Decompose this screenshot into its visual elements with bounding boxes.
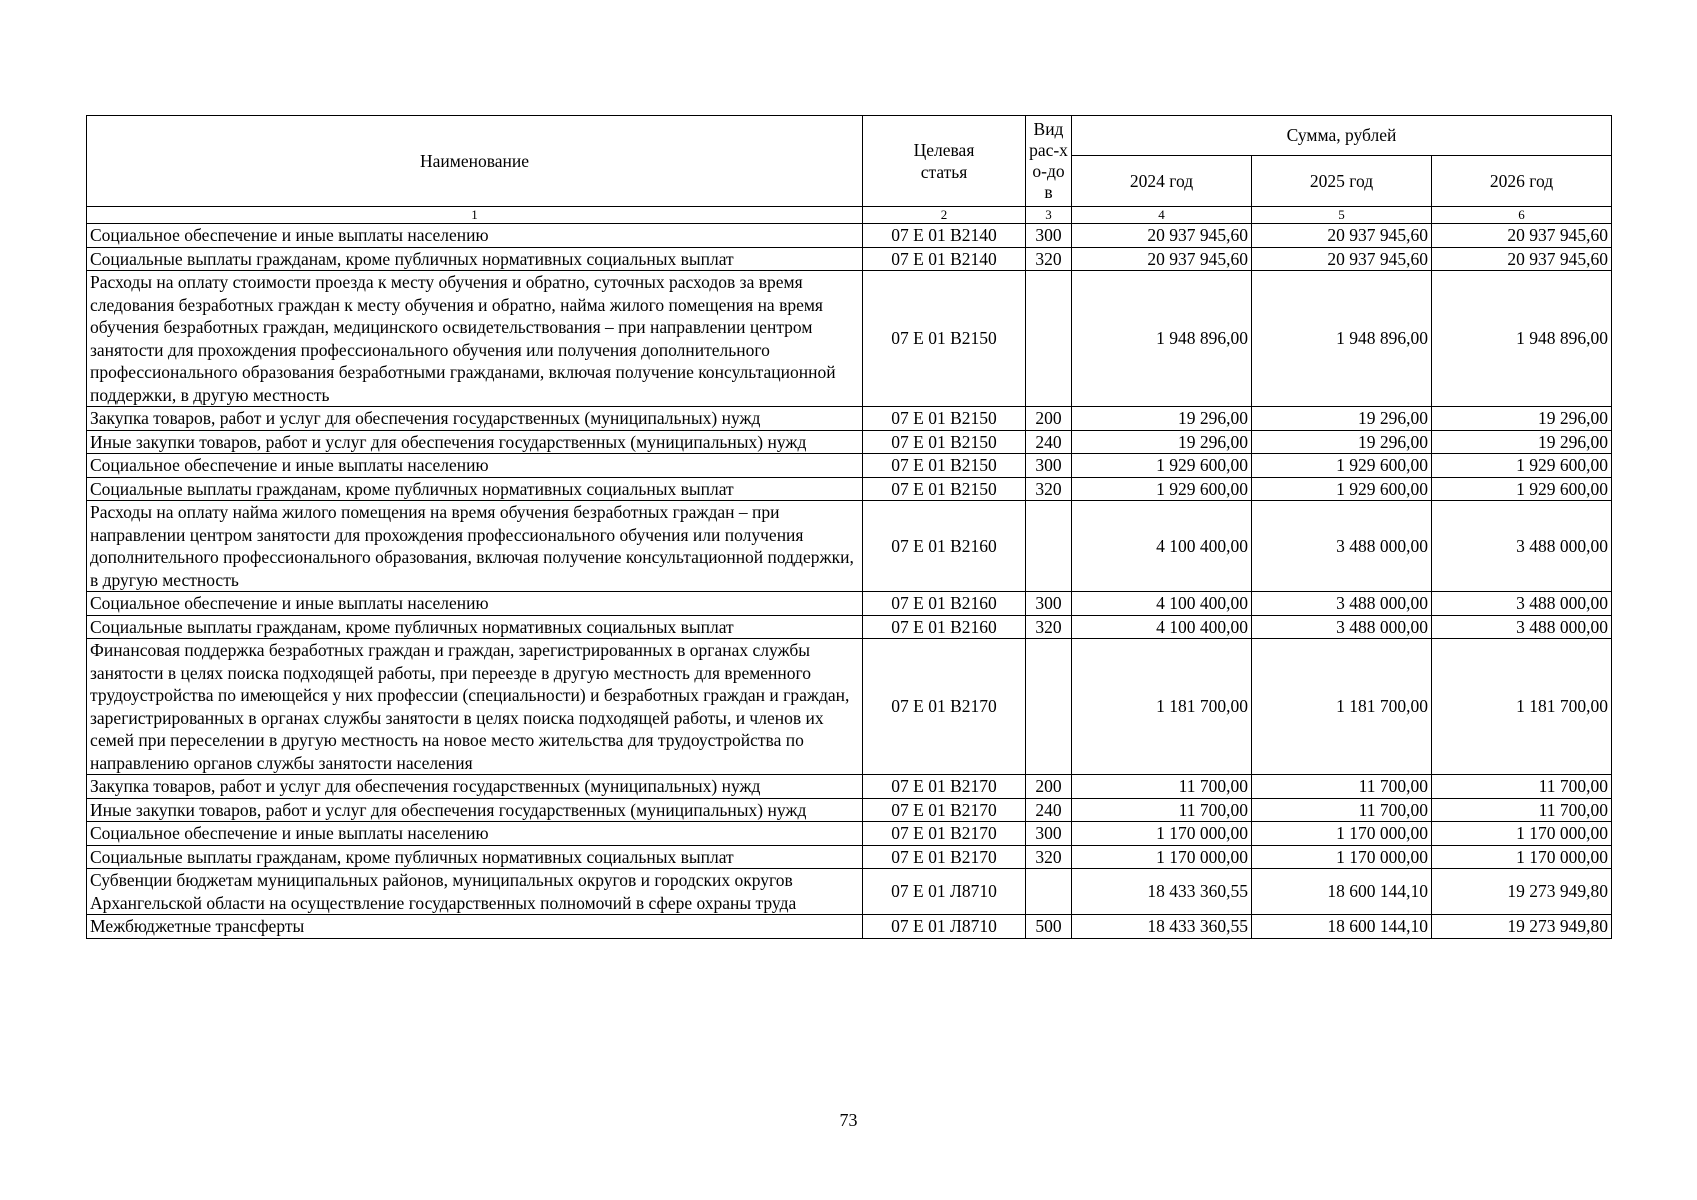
target-article-cell: 07 Е 01 В2140: [863, 247, 1026, 271]
target-article-cell: 07 Е 01 В2170: [863, 845, 1026, 869]
row-name-cell: Социальное обеспечение и иные выплаты населению: [87, 592, 863, 616]
expense-type-cell: 320: [1026, 615, 1072, 639]
sum-2024-cell: 1 181 700,00: [1072, 639, 1252, 775]
header-expense-type: [1026, 116, 1072, 207]
table-row: [87, 798, 1612, 822]
sum-2026-cell: 1 929 600,00: [1432, 454, 1612, 478]
expense-type-cell: 320: [1026, 247, 1072, 271]
sum-2025-cell: 1 181 700,00: [1252, 639, 1432, 775]
table-row: [87, 501, 1612, 592]
sum-2026-cell: 19 273 949,80: [1432, 869, 1612, 915]
target-article-cell: 07 Е 01 В2150: [863, 271, 1026, 407]
row-name-cell: Социальные выплаты гражданам, кроме публичных нормативных социальных выплат: [87, 477, 863, 501]
sum-2025-cell: 19 296,00: [1252, 407, 1432, 431]
sum-2026-cell: 1 948 896,00: [1432, 271, 1612, 407]
target-article-cell: 07 Е 01 В2150: [863, 454, 1026, 478]
expense-type-cell: [1026, 271, 1072, 407]
row-name-cell: Иные закупки товаров, работ и услуг для обеспечения государственных (муниципальных) нужд: [87, 798, 863, 822]
row-name-cell: Расходы на оплату найма жилого помещения на время обучения безработных граждан – при направлении центром занятости для прохождения профессионального обучения или получения дополнительного профессионального образования, включая получение консультационной поддержки, в другую местность: [87, 501, 863, 592]
sum-2024-cell: 4 100 400,00: [1072, 501, 1252, 592]
expense-type-cell: 200: [1026, 407, 1072, 431]
sum-2025-cell: 3 488 000,00: [1252, 501, 1432, 592]
sum-2024-cell: 1 170 000,00: [1072, 845, 1252, 869]
sum-2026-cell: 3 488 000,00: [1432, 501, 1612, 592]
sum-2024-cell: 18 433 360,55: [1072, 869, 1252, 915]
sum-2024-cell: 11 700,00: [1072, 775, 1252, 799]
target-article-cell: 07 Е 01 В2150: [863, 430, 1026, 454]
row-name-cell: Иные закупки товаров, работ и услуг для обеспечения государственных (муниципальных) нужд: [87, 430, 863, 454]
header-name: Наименование: [87, 116, 863, 207]
expense-type-cell: 300: [1026, 224, 1072, 248]
sum-2026-cell: 19 273 949,80: [1432, 915, 1612, 939]
sum-2025-cell: 20 937 945,60: [1252, 224, 1432, 248]
target-article-cell: 07 Е 01 В2160: [863, 615, 1026, 639]
sum-2024-cell: 18 433 360,55: [1072, 915, 1252, 939]
column-number-row: [87, 207, 1612, 224]
table-row: [87, 407, 1612, 431]
row-name-cell: Закупка товаров, работ и услуг для обеспечения государственных (муниципальных) нужд: [87, 407, 863, 431]
expense-type-cell: [1026, 501, 1072, 592]
sum-2026-cell: 20 937 945,60: [1432, 247, 1612, 271]
row-name-cell: Субвенции бюджетам муниципальных районов, муниципальных округов и городских округов Архангельской области на осуществление государственных полномочий в сфере охраны труда: [87, 869, 863, 915]
column-number: 2: [863, 207, 1026, 224]
header-year-2026: 2026 год: [1432, 156, 1612, 207]
header-year-2024: 2024 год: [1072, 156, 1252, 207]
table-row: [87, 915, 1612, 939]
header-target-article: [863, 116, 1026, 207]
sum-2025-cell: 1 929 600,00: [1252, 454, 1432, 478]
expense-type-cell: 320: [1026, 845, 1072, 869]
sum-2026-cell: 20 937 945,60: [1432, 224, 1612, 248]
sum-2024-cell: 1 170 000,00: [1072, 822, 1252, 846]
table-row: [87, 822, 1612, 846]
header-expense-type-label: Вид рас-хо-дов: [1029, 119, 1068, 202]
expense-type-cell: 300: [1026, 822, 1072, 846]
budget-table: [86, 115, 1612, 939]
target-article-cell: 07 Е 01 В2170: [863, 822, 1026, 846]
table-row: [87, 639, 1612, 775]
expense-type-cell: 240: [1026, 430, 1072, 454]
sum-2025-cell: 1 170 000,00: [1252, 822, 1432, 846]
row-name-cell: Социальные выплаты гражданам, кроме публичных нормативных социальных выплат: [87, 247, 863, 271]
header-target-article-label: Целевая статья: [913, 140, 975, 182]
target-article-cell: 07 Е 01 Л8710: [863, 869, 1026, 915]
sum-2024-cell: 4 100 400,00: [1072, 592, 1252, 616]
target-article-cell: 07 Е 01 В2170: [863, 639, 1026, 775]
sum-2026-cell: 1 170 000,00: [1432, 822, 1612, 846]
sum-2025-cell: 11 700,00: [1252, 798, 1432, 822]
sum-2024-cell: 20 937 945,60: [1072, 224, 1252, 248]
table-row: [87, 477, 1612, 501]
target-article-cell: 07 Е 01 Л8710: [863, 915, 1026, 939]
column-number: 4: [1072, 207, 1252, 224]
expense-type-cell: [1026, 639, 1072, 775]
sum-2024-cell: 4 100 400,00: [1072, 615, 1252, 639]
row-name-cell: Межбюджетные трансферты: [87, 915, 863, 939]
page-number: 73: [839, 1110, 858, 1130]
sum-2024-cell: 19 296,00: [1072, 430, 1252, 454]
expense-type-cell: [1026, 869, 1072, 915]
table-row: [87, 869, 1612, 915]
row-name-cell: Расходы на оплату стоимости проезда к месту обучения и обратно, суточных расходов за время следования безработных граждан к месту обучения и обратно, найма жилого помещения на время обучения безработных граждан, медицинского освидетельствования – при направлении центром занятости для прохождения профессионального обучения или получения дополнительного профессионального образования безработными гражданами, включая получение консультационной поддержки, в другую местность: [87, 271, 863, 407]
sum-2025-cell: 19 296,00: [1252, 430, 1432, 454]
sum-2024-cell: 1 929 600,00: [1072, 477, 1252, 501]
table-row: [87, 247, 1612, 271]
column-number: 5: [1252, 207, 1432, 224]
expense-type-cell: 500: [1026, 915, 1072, 939]
table-header: [87, 116, 1612, 207]
sum-2026-cell: 11 700,00: [1432, 798, 1612, 822]
table-row: [87, 592, 1612, 616]
sum-2025-cell: 1 929 600,00: [1252, 477, 1432, 501]
row-name-cell: Социальные выплаты гражданам, кроме публичных нормативных социальных выплат: [87, 845, 863, 869]
sum-2026-cell: 11 700,00: [1432, 775, 1612, 799]
target-article-cell: 07 Е 01 В2140: [863, 224, 1026, 248]
column-number: 3: [1026, 207, 1072, 224]
sum-2024-cell: 1 948 896,00: [1072, 271, 1252, 407]
column-number: 1: [87, 207, 863, 224]
sum-2024-cell: 1 929 600,00: [1072, 454, 1252, 478]
sum-2026-cell: 1 929 600,00: [1432, 477, 1612, 501]
sum-2025-cell: 3 488 000,00: [1252, 615, 1432, 639]
target-article-cell: 07 Е 01 В2160: [863, 592, 1026, 616]
sum-2026-cell: 19 296,00: [1432, 430, 1612, 454]
row-name-cell: Финансовая поддержка безработных граждан и граждан, зарегистрированных в органах службы занятости в целях поиска подходящей работы, при переезде в другую местность для временного трудоустройства по имеющейся у них профессии (специальности) и безработных граждан и граждан, зарегистрированных в органах службы занятости в целях поиска подходящей работы, и членов их семей при переселении в другую местность на новое место жительства для трудоустройства по направлению органов службы занятости населения: [87, 639, 863, 775]
expense-type-cell: 300: [1026, 454, 1072, 478]
row-name-cell: Закупка товаров, работ и услуг для обеспечения государственных (муниципальных) нужд: [87, 775, 863, 799]
sum-2025-cell: 1 170 000,00: [1252, 845, 1432, 869]
sum-2024-cell: 11 700,00: [1072, 798, 1252, 822]
sum-2025-cell: 18 600 144,10: [1252, 915, 1432, 939]
sum-2025-cell: 3 488 000,00: [1252, 592, 1432, 616]
table-row: [87, 454, 1612, 478]
table-row: [87, 224, 1612, 248]
target-article-cell: 07 Е 01 В2150: [863, 407, 1026, 431]
column-number: 6: [1432, 207, 1612, 224]
sum-2026-cell: 3 488 000,00: [1432, 592, 1612, 616]
sum-2026-cell: 3 488 000,00: [1432, 615, 1612, 639]
header-year-2025: 2025 год: [1252, 156, 1432, 207]
table-row: [87, 845, 1612, 869]
row-name-cell: Социальное обеспечение и иные выплаты населению: [87, 822, 863, 846]
sum-2025-cell: 1 948 896,00: [1252, 271, 1432, 407]
target-article-cell: 07 Е 01 В2160: [863, 501, 1026, 592]
row-name-cell: Социальное обеспечение и иные выплаты населению: [87, 454, 863, 478]
sum-2026-cell: 1 170 000,00: [1432, 845, 1612, 869]
sum-2026-cell: 19 296,00: [1432, 407, 1612, 431]
header-sum: Сумма, рублей: [1072, 116, 1612, 156]
row-name-cell: Социальное обеспечение и иные выплаты населению: [87, 224, 863, 248]
expense-type-cell: 320: [1026, 477, 1072, 501]
expense-type-cell: 200: [1026, 775, 1072, 799]
sum-2025-cell: 11 700,00: [1252, 775, 1432, 799]
sum-2026-cell: 1 181 700,00: [1432, 639, 1612, 775]
expense-type-cell: 300: [1026, 592, 1072, 616]
sum-2024-cell: 20 937 945,60: [1072, 247, 1252, 271]
table-row: [87, 775, 1612, 799]
sum-2025-cell: 18 600 144,10: [1252, 869, 1432, 915]
table-row: [87, 271, 1612, 407]
table-body: [87, 207, 1612, 939]
expense-type-cell: 240: [1026, 798, 1072, 822]
row-name-cell: Социальные выплаты гражданам, кроме публичных нормативных социальных выплат: [87, 615, 863, 639]
target-article-cell: 07 Е 01 В2170: [863, 798, 1026, 822]
target-article-cell: 07 Е 01 В2170: [863, 775, 1026, 799]
table-row: [87, 615, 1612, 639]
sum-2025-cell: 20 937 945,60: [1252, 247, 1432, 271]
table-row: [87, 430, 1612, 454]
sum-2024-cell: 19 296,00: [1072, 407, 1252, 431]
target-article-cell: 07 Е 01 В2150: [863, 477, 1026, 501]
